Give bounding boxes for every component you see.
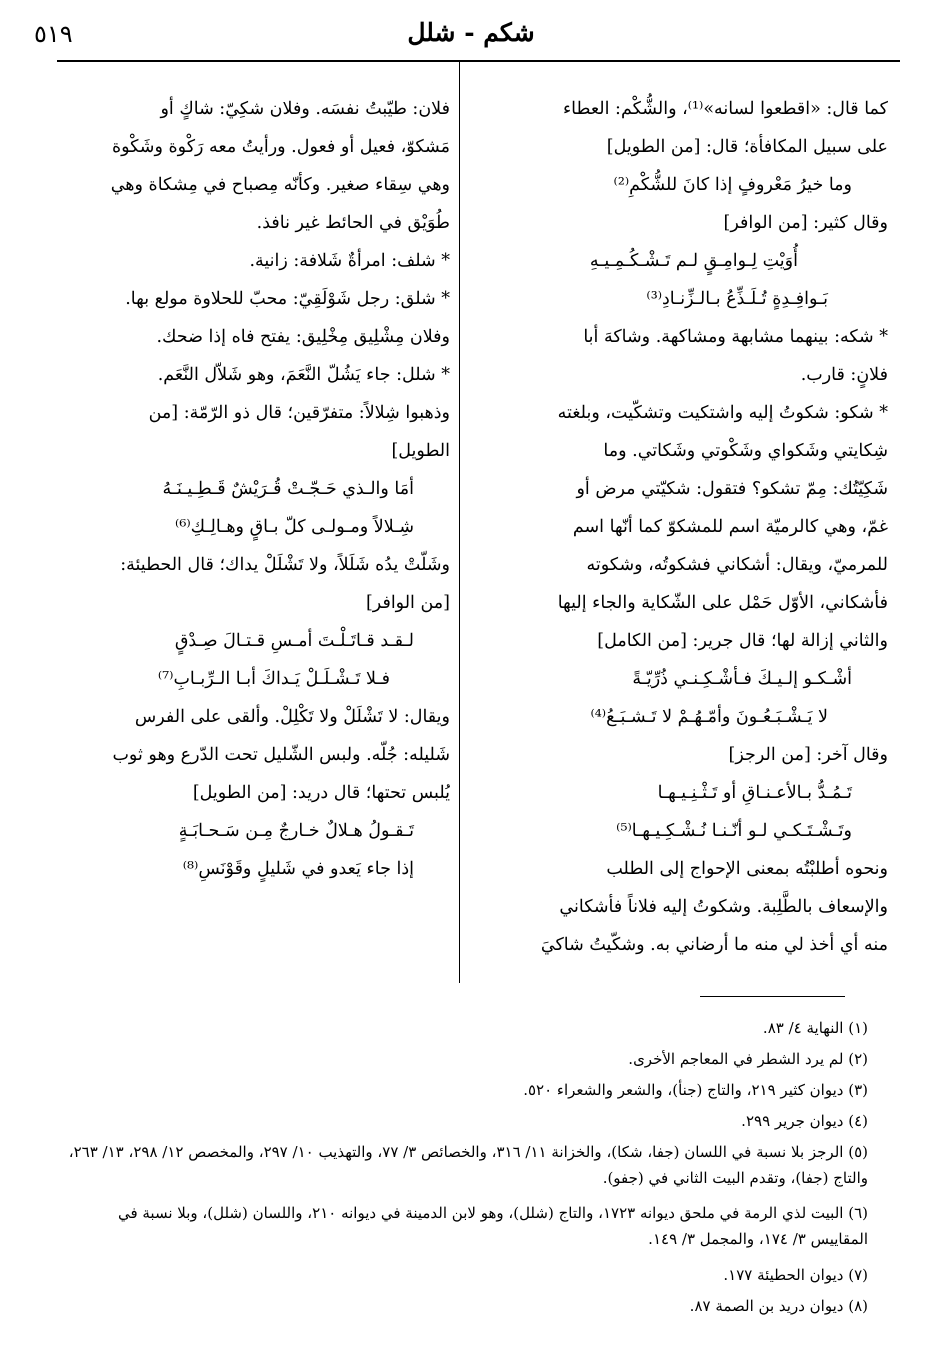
entry-line: * شكو: شكوتُ إليه واشتكيت وتشكّيت، وبلغته bbox=[557, 403, 888, 423]
footnote: (٣) ديوان كثير ٢١٩، والتاج (جنأ)، والشعر والشعراء ٥٢٠. bbox=[523, 1081, 868, 1099]
text-line: ويقال: لا تَشْلَلْ ولا تَكْلِلْ. وألقى على الفرس bbox=[134, 707, 450, 727]
footnote: (٧) ديوان الحطيئة ١٧٧. bbox=[723, 1266, 868, 1284]
text-line: للمرميّ، ويقال: أشكاني فشكوتُه، وشكوته bbox=[586, 555, 888, 575]
footnote: (٦) البيت لذي الرمة في ملحق ديوانه ١٧٢٣، والتاج (شلل)، وهو لابن الدمينة في ديوانه ٢١٠، واللسان (شلل)، وبلا نسبة في المقاييس ٣/ ١٧٤، والمجمل ٣/ ١٤٩. bbox=[117, 1204, 868, 1248]
entry-line: * شلل: جاء يَشُلّ النَّعَمَ، وهو شَلاّل النَّعَم. bbox=[157, 365, 450, 385]
verse-line: بَـوافِـدِةٍ تُـلَـذِّعُ بـالـزِّنـادِ⁽³⁾ bbox=[646, 289, 828, 309]
footnote: (٤) ديوان جرير ٢٩٩. bbox=[741, 1112, 868, 1130]
footnote: (٨) ديوان دريد بن الصمة ٨٧. bbox=[689, 1297, 868, 1315]
text-line: وقال كثير: [من الوافر] bbox=[723, 213, 888, 233]
text-line: الطويل] bbox=[391, 441, 450, 461]
text-line: على سبيل المكافأة؛ قال: [من الطويل] bbox=[606, 137, 888, 157]
verse-line: أشْـكـو إلـيـكَ فـأشْـكِـنـي ذُرِّيّـةً bbox=[632, 669, 852, 689]
text-line: مَشكوّ، فعيل أو فعول. ورأيتُ معه رَكْوة وشَكْوة bbox=[111, 137, 450, 157]
verse-line: وتَـشْـتَـكـي لـو أنّـنـا نُـشْـكِـيـهـا⁽⁵⁾ bbox=[616, 821, 852, 841]
header-rule bbox=[57, 60, 900, 62]
verse-line: تَـمُـدُّ بـالأعـنـاقِ أو تَـثْـنِـيـهـا bbox=[657, 783, 852, 803]
footnote: (٥) الرجز بلا نسبة في اللسان (جفا، شكا)، والخزانة ١١/ ٣١٦، والخصائص ٣/ ٧٧، والتهذيب ١٠/ ٢٩٧، والمخصص ١٢/ ٢٩٨، ١٣/ ٢٦٣، والتاج (جفا)، وتقدم البيت الثاني في (جفو). bbox=[68, 1143, 868, 1187]
text-line: [من الوافر] bbox=[365, 593, 450, 613]
left-column bbox=[57, 90, 450, 888]
text-line: ونحوه أطلبْتُه بمعنى الإحواج إلى الطلب bbox=[606, 859, 888, 879]
text-line: شَكِيّتُك: مِمّ تشكو؟ فتقول: شكيّتي مرض أو bbox=[576, 479, 888, 499]
text-line: شِكايتي وشَكواي وشَكْوتي وشَكاتي. وما bbox=[603, 441, 888, 461]
text-line: فأشكاني، الأوّل حَمْل على الشّكاية والجاء إليها bbox=[557, 593, 888, 613]
text-line: والإسعاف بالطَّلِبة. وشكوتُ إليه فلاناً فأشكاني bbox=[559, 897, 888, 917]
verse-line: أمَا والـذي حَـجّـتْ قُـرَيْشٌ قَـطِـيـنَـهُ bbox=[162, 479, 414, 499]
text-line: طُوَيْق في الحائط غير نافذ. bbox=[256, 213, 450, 233]
text-line: وهي سِقاء صغير. وكأنّه مِصباح في مِشكاة وهي bbox=[110, 175, 450, 195]
verse-line: فـلا تَـشْـلَـلْ يَـداكَ أبـا الـرِّبـابِ⁽⁷⁾ bbox=[157, 669, 390, 689]
entry-line: * شكه: بينهما مشابهة ومشاكهة. وشاكهَ أبا bbox=[583, 327, 888, 347]
verse-line: تَـقـولُ هـلالٌ خـارجٌ مِـن سَـحـابَـةٍ bbox=[178, 821, 414, 841]
text-line: يُلبس تحتها؛ قال دريد: [من الطويل] bbox=[192, 783, 450, 803]
verse-line: أُوَيْتِ لِـوامِـقٍ لـم تَـشْـكُـمِـيـهِ bbox=[589, 251, 798, 271]
verse-line: لـقـد قـاتَـلْـتَ أمـسِ قـتـالَ صِـدْقٍ bbox=[174, 631, 414, 651]
right-column bbox=[468, 90, 888, 964]
page-title: شكم - شلل bbox=[407, 18, 535, 47]
verse-line: إذا جاء يَعدو في شَليلٍ وقَوْنَسِ⁽⁸⁾ bbox=[182, 859, 414, 879]
verse-line: لا يَـشْـبَـعُـونَ وأمّـهُـمْ لا تَـشـبَـعُ⁽⁴⁾ bbox=[590, 707, 828, 727]
verse-line: وما خيرُ مَعْروفٍ إذا كانَ للشُّكْمِ⁽²⁾ bbox=[613, 175, 852, 195]
entry-line: * شلق: رجل شَوْلَقِيّ: محبّ للحلاوة مولع بها. bbox=[125, 289, 450, 309]
text-line: منه أي أخذ لي منه ما أرضاني به. وشكّيتُ شاكيَ bbox=[540, 935, 888, 955]
column-divider bbox=[459, 61, 460, 983]
entry-line: * شلف: امرأةٌ شَلافة: زانية. bbox=[249, 251, 450, 271]
footnote-rule bbox=[700, 996, 845, 997]
footnote: (١) النهاية ٤/ ٨٣. bbox=[762, 1019, 868, 1037]
text-line: وذهبوا شِلالاً: متفرّقين؛ قال ذو الرّمّة: [من bbox=[148, 403, 450, 423]
text-line: فلان: طيّبتُ نفسَه. وفلان شكِيّ: شاكٍ أو bbox=[160, 99, 450, 119]
text-line: وفلان مِشْلِيق مِخْلِيق: يفتح فاه إذا ضحك. bbox=[156, 327, 450, 347]
text-line: وقال آخر: [من الرجز] bbox=[728, 745, 888, 765]
page-number: ٥١٩ bbox=[34, 20, 73, 48]
text-line: غمّ، وهي كالرميّة اسم للمشكوّ كما أنّها اسم bbox=[572, 517, 888, 537]
verse-line: شِـلالاً ومـولـى كلّ بـاقٍ وهـالِـكِ⁽⁶⁾ bbox=[175, 517, 414, 537]
text-line: وشَلّتْ يدُه شَلَلاً، ولا تَشْلَلْ يداك؛ قال الحطيئة: bbox=[120, 555, 450, 575]
text-line: والثاني إزالة لها؛ قال جرير: [من الكامل] bbox=[597, 631, 888, 651]
text-line: كما قال: «اقطعوا لسانه»⁽¹⁾، والشُّكْم: العطاء bbox=[562, 99, 888, 119]
footnote: (٢) لم يرد الشطر في المعاجم الأخرى. bbox=[628, 1050, 868, 1068]
text-line: شَليله: جُلّه. ولبس الشّليل تحت الدّرع وهو ثوب bbox=[112, 745, 450, 765]
text-line: فلانٍ: قارب. bbox=[800, 365, 888, 385]
